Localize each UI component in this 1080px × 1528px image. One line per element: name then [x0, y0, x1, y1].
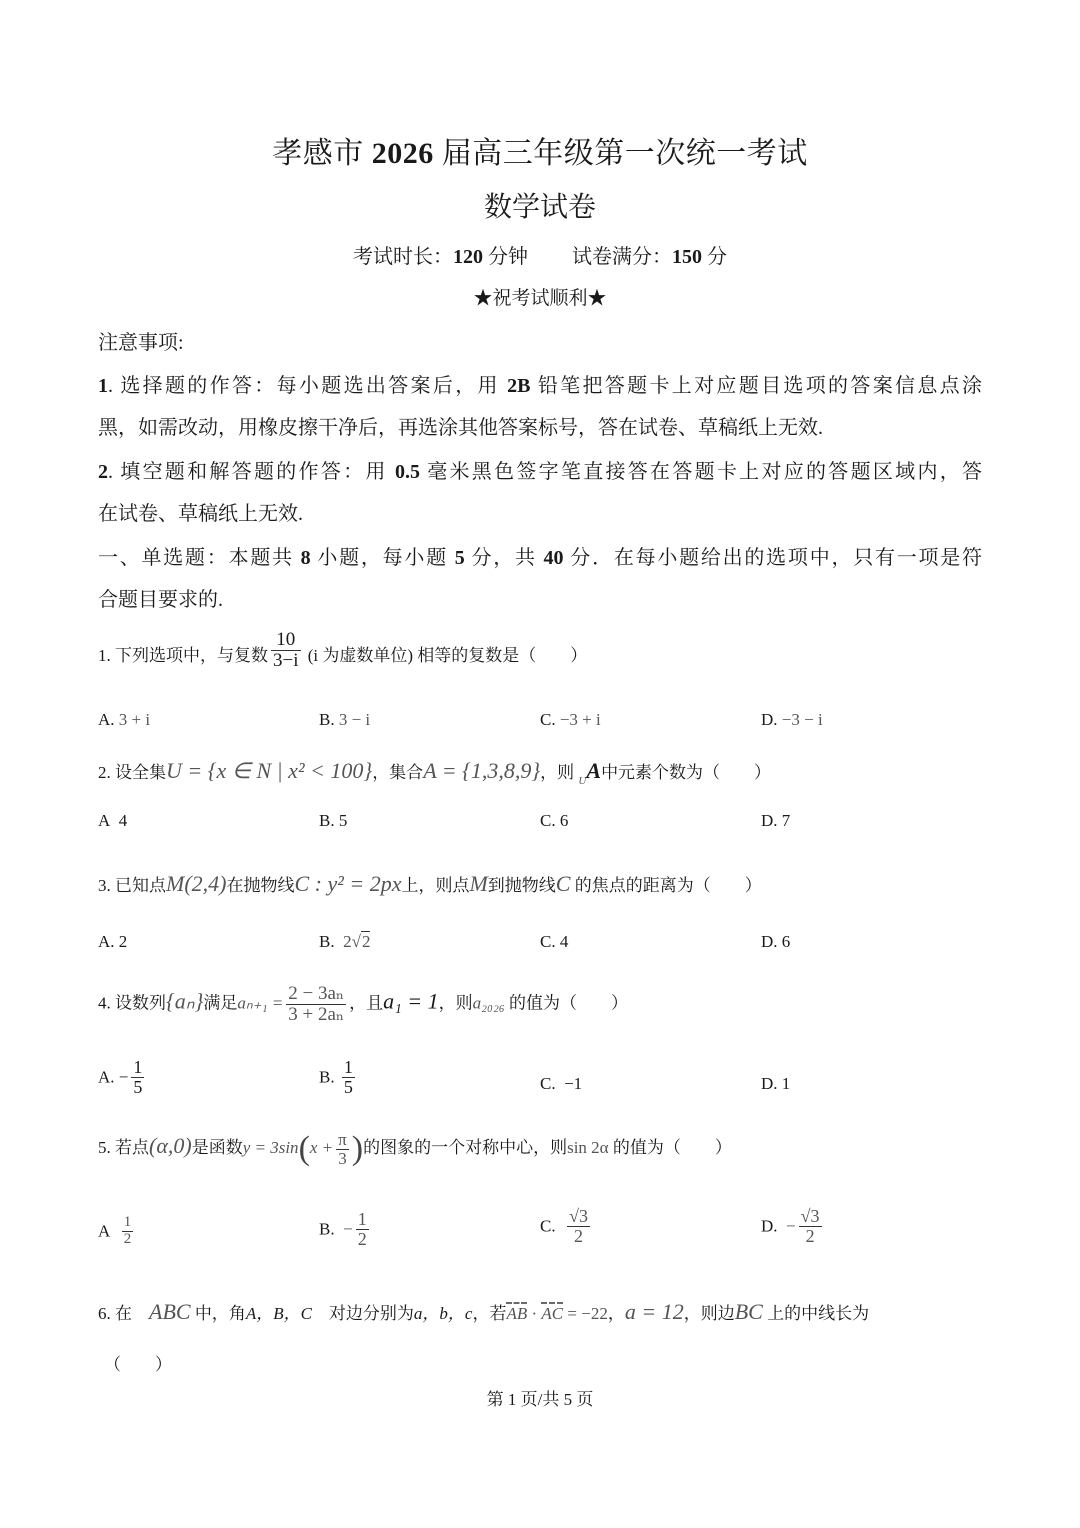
option-label: D. — [761, 710, 778, 729]
fraction-denominator: 3 + 2aₙ — [288, 1003, 345, 1025]
fraction-numerator: 10 — [276, 629, 296, 650]
triangle-abc: ABC — [149, 1299, 191, 1324]
question-1-stem-tail: (i 为虚数单位) 相等的复数是（ ） — [303, 646, 588, 665]
q1-option-a[interactable] — [98, 710, 150, 730]
question-4-stem: 的值为（ ） — [504, 993, 629, 1013]
initial-term: a₁ = 1 — [383, 988, 439, 1014]
option-label: D. — [761, 932, 778, 951]
option-label: B. — [319, 932, 335, 951]
title-year: 2026 — [371, 137, 434, 170]
exam-subject: 数学试卷 — [483, 192, 596, 223]
fraction-numerator: 1 — [123, 1214, 132, 1230]
fraction-numerator: √3 — [569, 1206, 588, 1226]
option-value: 2 — [118, 932, 128, 951]
variable-c: C — [555, 871, 571, 896]
q3-option-d[interactable] — [761, 932, 790, 952]
score-label: 试卷满分： — [572, 246, 672, 268]
function-argument: x + — [309, 1137, 334, 1157]
option-label: C. — [540, 1216, 556, 1236]
option-value: 4 — [559, 932, 569, 951]
fraction-numerator: √3 — [800, 1206, 820, 1226]
q5-option-c[interactable] — [540, 1207, 593, 1246]
option-sign: − — [343, 1219, 353, 1239]
question-3-stem: 的焦点的距离为（ ） — [570, 876, 762, 895]
q5-option-d[interactable] — [761, 1207, 825, 1246]
page-number: 第 1 页/共 5 页 — [486, 1390, 594, 1409]
notice-item-1-line-1 — [98, 369, 982, 398]
q2-option-b[interactable] — [319, 811, 347, 831]
question-1-stem: 1. 下列选项中，与复数 — [98, 646, 268, 665]
section-text: 分．在每小题给出的选项中，只有一项是符 — [563, 547, 983, 569]
option-sign: − — [118, 1067, 129, 1087]
notice-text: 铅笔把答题卡上对应题目选项的答案信息点涂 — [530, 375, 983, 397]
fraction-denominator: 3 — [336, 1149, 349, 1168]
notice-item-2-line-2: 在试卷、草稿纸上无效. — [98, 503, 303, 525]
notice-pencil-type: 2B — [507, 375, 531, 397]
q4-option-b[interactable] — [319, 1058, 358, 1097]
fraction-numerator: 1 — [133, 1057, 143, 1077]
exam-title — [0, 128, 1080, 172]
option-label: D. — [761, 1216, 778, 1236]
option-value: 4 — [118, 811, 128, 830]
question-2-stem: ，集合 — [372, 763, 424, 782]
notice-item-1-number: 1 — [98, 375, 108, 397]
fraction-denominator: 3−i — [273, 649, 299, 671]
recurrence-fraction — [286, 984, 346, 1025]
option-label: B. — [319, 1219, 335, 1239]
question-5-stem: 的值为（ ） — [608, 1137, 732, 1157]
option-fraction — [356, 1210, 369, 1249]
option-label: C. — [540, 710, 556, 729]
q1-option-b[interactable] — [319, 710, 370, 730]
section-question-count: 8 — [300, 547, 311, 569]
question-6-stem: 中，角 — [190, 1304, 246, 1323]
duration-unit: 分钟 — [483, 246, 528, 268]
option-value: 3 + i — [118, 710, 151, 729]
option-coefficient: 2 — [343, 932, 352, 951]
q3-option-c[interactable] — [540, 932, 568, 952]
question-4-stem: 4. 设数列 — [98, 993, 166, 1013]
fraction-denominator: 2 — [123, 1230, 132, 1247]
good-luck-banner: ★祝考试顺利★ — [473, 288, 607, 309]
fraction-denominator: 2 — [799, 1226, 822, 1246]
question-2 — [98, 758, 771, 787]
question-5-stem: 5. 若点 — [98, 1137, 149, 1157]
score-unit: 分 — [702, 246, 727, 268]
question-5-stem: 的图象的一个对称中心，则 — [363, 1137, 568, 1157]
option-fraction — [131, 1058, 144, 1097]
complement-variable: A — [586, 758, 602, 783]
question-1 — [98, 630, 587, 671]
symmetry-point: (α,0) — [149, 1132, 192, 1158]
q3-option-b[interactable]: B. 2√2 — [319, 932, 371, 951]
angles: A，B，C — [245, 1304, 312, 1323]
option-label: A. — [98, 710, 115, 729]
notice-item-1-line-2: 黑，如需改动，用橡皮擦干净后，再选涂其他答案标号，答在试卷、草稿纸上无效. — [98, 417, 823, 439]
parabola-equation: C : y² = 2px — [294, 871, 402, 896]
right-paren: ) — [351, 1130, 364, 1167]
notice-item-2-number: 2 — [98, 461, 108, 483]
option-fraction — [342, 1058, 355, 1097]
question-6-stem: 上的中线长为 — [762, 1304, 870, 1323]
sequence: {aₙ} — [166, 988, 204, 1014]
side-bc: BC — [734, 1299, 763, 1324]
fraction-denominator: 2 — [357, 1228, 367, 1249]
question-6 — [98, 1299, 869, 1325]
option-value: 1 — [781, 1074, 791, 1093]
option-radicand: 2 — [361, 932, 371, 951]
notice-pen-size: 0.5 — [394, 461, 420, 483]
option-sign: − — [786, 1216, 796, 1236]
question-6-stem: ，则边 — [683, 1304, 735, 1323]
section-text: 分，共 — [464, 547, 544, 569]
q5-option-a[interactable] — [98, 1215, 136, 1248]
fraction-numerator: π — [338, 1129, 347, 1149]
question-4-stem: ，且 — [349, 993, 384, 1013]
question-4-stem: ，则 — [438, 993, 473, 1013]
complement-subscript: U — [578, 775, 587, 787]
question-2-stem: ，则 — [540, 763, 579, 782]
vector-ac: AC — [541, 1304, 564, 1323]
option-value: 3 − i — [338, 710, 371, 729]
score-value: 150 — [672, 246, 702, 268]
dot-operator: · — [527, 1304, 542, 1323]
question-3 — [98, 871, 762, 897]
option-label: C. — [540, 811, 556, 830]
option-label: A — [98, 1221, 111, 1241]
q2-option-c[interactable] — [540, 811, 568, 831]
option-label: C. — [540, 932, 556, 951]
question-6-answer-blank: （ ） — [104, 1355, 172, 1374]
question-2-stem: 2. 设全集 — [98, 763, 166, 782]
section-text: 小题，每小题 — [310, 547, 455, 569]
q4-option-a[interactable] — [98, 1058, 147, 1097]
option-value: −1 — [564, 1074, 583, 1093]
question-3-stem: 在抛物线 — [226, 876, 295, 895]
title-suffix: 届高三年级第一次统一考试 — [433, 137, 808, 170]
question-6-stem: ， — [607, 1304, 625, 1323]
point-m: M(2,4) — [166, 871, 227, 896]
q5-option-b[interactable] — [319, 1210, 372, 1249]
question-5-stem: 是函数 — [191, 1137, 243, 1157]
set-a: A = {1,3,8,9} — [423, 758, 541, 783]
q1-option-d[interactable] — [761, 710, 823, 730]
section-header-line-2: 合题目要求的. — [98, 589, 223, 611]
q3-option-a[interactable] — [98, 932, 127, 952]
option-fraction — [122, 1215, 134, 1248]
question-5 — [98, 1130, 732, 1168]
option-value: −3 − i — [781, 710, 823, 729]
fraction-denominator: 2 — [567, 1226, 590, 1246]
option-label: D. — [761, 1074, 778, 1093]
q1-option-c[interactable] — [540, 710, 601, 730]
dot-product-value: = −22 — [563, 1304, 608, 1323]
notice-item-2-line-1 — [98, 455, 982, 484]
option-label: D. — [761, 811, 778, 830]
option-label: C. — [540, 1074, 556, 1093]
phase-fraction — [336, 1131, 349, 1168]
section-points-each: 5 — [454, 547, 465, 569]
recurrence-lhs: aₙ₊₁ = — [237, 993, 284, 1013]
section-points-total: 40 — [543, 547, 564, 569]
section-header-line-1 — [98, 541, 982, 570]
target-term: a₂₀₂₆ — [472, 993, 505, 1013]
question-4 — [98, 984, 628, 1025]
option-value: 6 — [559, 811, 569, 830]
q2-option-a[interactable] — [98, 811, 127, 831]
option-label: A — [98, 811, 111, 830]
option-label: A. — [98, 932, 115, 951]
option-label: B. — [319, 1067, 335, 1087]
fraction-numerator: 1 — [343, 1057, 353, 1077]
question-3-stem: 到抛物线 — [487, 876, 556, 895]
q4-option-d[interactable] — [761, 1074, 790, 1094]
q2-option-d[interactable] — [761, 811, 790, 831]
fraction-denominator: 5 — [343, 1076, 353, 1097]
question-6-stem: ，若 — [472, 1304, 507, 1323]
question-6-stem: 对边分别为 — [311, 1304, 414, 1323]
fraction-numerator: 1 — [357, 1209, 367, 1229]
question-3-stem: 上，则点 — [401, 876, 470, 895]
target-expression: sin 2α — [567, 1137, 609, 1157]
option-label: B. — [319, 710, 335, 729]
fraction-numerator: 2 − 3aₙ — [288, 983, 345, 1004]
q4-option-c[interactable] — [540, 1074, 582, 1094]
notice-text: . 填空题和解答题的作答：用 — [108, 461, 395, 483]
exam-meta — [0, 240, 1080, 269]
title-prefix: 孝感市 — [272, 137, 372, 170]
notice-text: . 选择题的作答：每小题选出答案后，用 — [108, 375, 508, 397]
vector-ab: AB — [506, 1304, 528, 1323]
duration-label: 考试时长： — [353, 246, 453, 268]
question-6-stem: 6. 在 — [98, 1304, 149, 1323]
notice-heading: 注意事项: — [98, 332, 184, 354]
option-value: −3 + i — [559, 710, 601, 729]
sides: a，b，c — [413, 1304, 473, 1323]
option-value: 5 — [338, 811, 348, 830]
duration-value: 120 — [453, 246, 483, 268]
side-a-value: a = 12 — [624, 1299, 684, 1324]
option-label: B. — [319, 811, 335, 830]
function-prefix: y = 3sin — [242, 1137, 299, 1157]
variable-m: M — [469, 871, 488, 896]
question-4-stem: 满足 — [203, 993, 238, 1013]
option-fraction — [799, 1207, 822, 1246]
option-label: A. — [98, 1067, 115, 1087]
universal-set: U = {x ∈ N | x² < 100} — [166, 758, 373, 783]
option-value: 7 — [781, 811, 791, 830]
section-text: 一、单选题：本题共 — [98, 547, 301, 569]
left-paren: ( — [298, 1130, 310, 1167]
fraction-denominator: 5 — [133, 1076, 143, 1097]
question-3-stem: 3. 已知点 — [98, 876, 166, 895]
notice-text: 毫米黑色签字笔直接答在答题卡上对应的答题区域内，答 — [419, 461, 983, 483]
option-value: 6 — [781, 932, 791, 951]
question-2-stem: 中元素个数为（ ） — [601, 763, 772, 782]
option-fraction — [567, 1207, 590, 1246]
question-1-fraction — [271, 630, 301, 671]
